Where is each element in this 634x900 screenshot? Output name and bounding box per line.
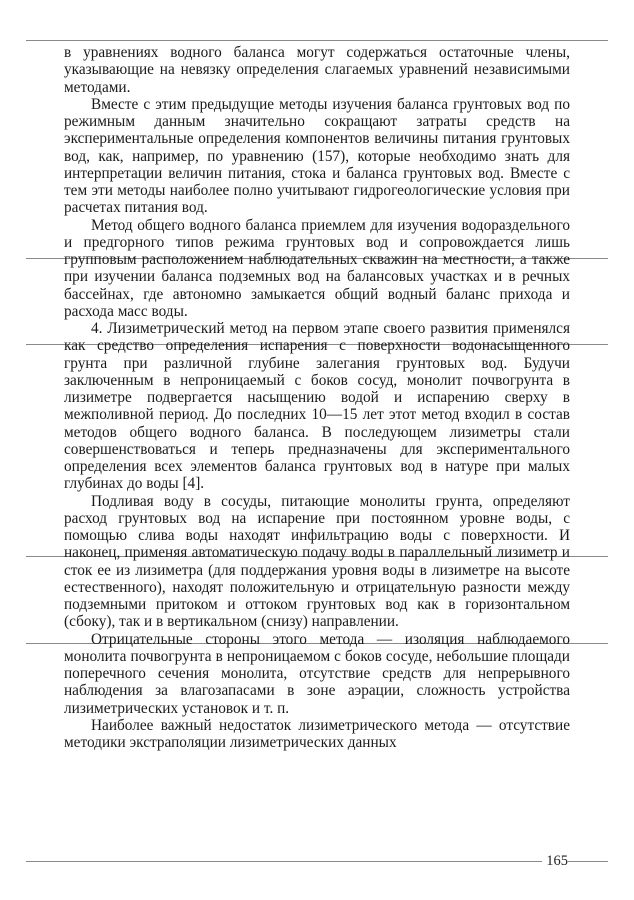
paragraph: Подливая воду в сосуды, питающие монолиты грунта, определяют расход грунтовых вод на испарение при постоянном уровне воды, с помощью слива воды находят инфильтрацию воды с поверхности. И наконец, применяя автоматическую подачу воды в параллельный лизиметр и сток ее из лизиметра (для поддержания уровня воды в лизиметре на высоте естественного), находят положительную и отрицательную разности между подземными притоком и оттоком грунтовых вод как в горизонтальном (сбоку), так и в вертикальном (снизу) направлении. xyxy=(64,492,570,631)
scan-rule-bottom xyxy=(26,861,608,862)
paragraph: Наиболее важный недостаток лизиметрического метода — отсутствие методики экстраполяции лизиметрических данных xyxy=(64,716,570,751)
paragraph: 4. Лизиметрический метод на первом этапе своего развития применялся как средство определения испарения с поверхности водонасыщенного грунта при различной глубине залегания грунтовых вод. Будучи заключенным в непроницаемый с боков сосуд, монолит почвогрунта в лизиметре подвергается насыщению водой и испарению сверху в межполивной период. До последних 10—15 лет этот метод входил в состав методов общего водного баланса. В последующем лизиметры стали совершенствоваться и теперь предназначены для экспериментального определения всех элементов баланса грунтовых вод в натуре при малых глубинах до воды [4]. xyxy=(64,320,570,493)
scan-rule-top xyxy=(26,40,608,41)
paragraph: Метод общего водного баланса приемлем для изучения водораздельного и предгорного типов режима грунтовых вод и сопровождается лишь групповым расположением наблюдательных скважин на местности, а также при изучении баланса подземных вод на балансовых участках и в речных бассейнах, где автономно замыкается общий водный баланс прихода и расхода масс воды. xyxy=(64,216,570,320)
paragraph: в уравнениях водного баланса могут содержаться остаточные члены, указывающие на невязку определения слагаемых уравнений независимыми методами. xyxy=(64,44,570,96)
paragraph: Вместе с этим предыдущие методы изучения баланса грунтовых вод по режимным данным значительно сокращают затраты средств на экспериментальные определения компонентов величины питания грунтовых вод, как, например, по уравнению (157), которые необходимо знать для интерпретации величин питания, стока и баланса грунтовых вод. Вместе с тем эти методы наиболее полно учитывают гидрогеологические условия при расчетах питания вод. xyxy=(64,95,570,217)
paragraph: Отрицательные стороны этого метода — изоляция наблюдаемого монолита почвогрунта в непроницаемом с боков сосуде, небольшие площади поперечного сечения монолита, отсутствие средств для непрерывного наблюдения за влагозапасами в зоне аэрации, сложность устройства лизиметрических установок и т. п. xyxy=(64,630,570,717)
page-number: 165 xyxy=(542,853,568,870)
body-text xyxy=(64,44,570,751)
